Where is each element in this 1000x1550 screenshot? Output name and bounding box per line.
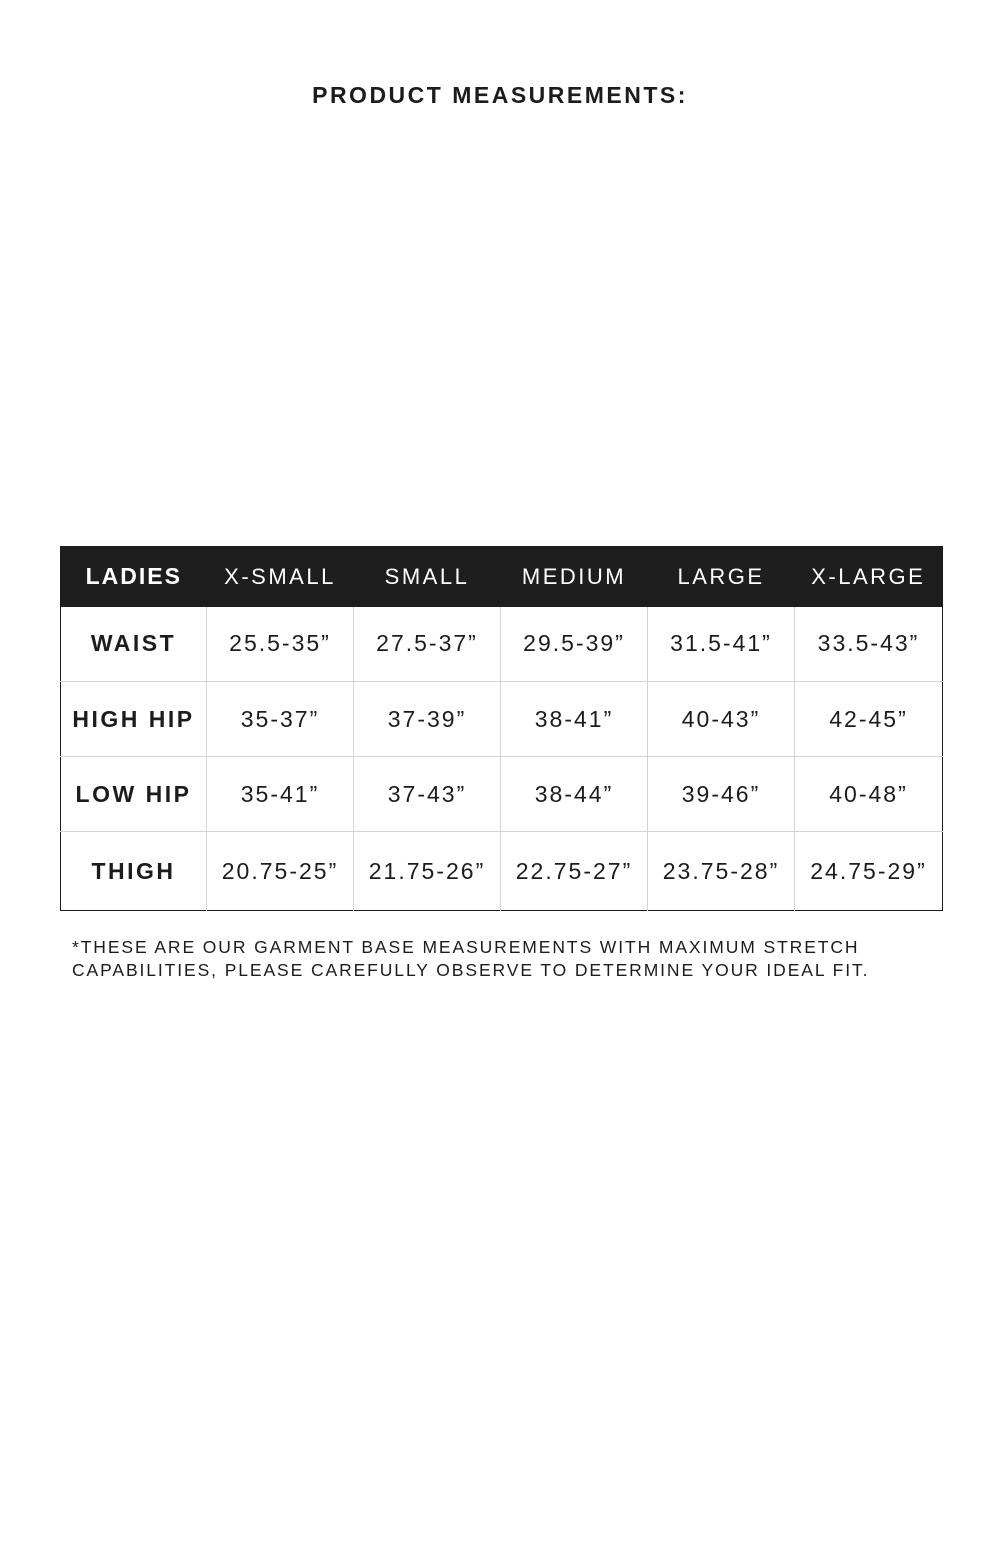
header-size-xsmall: X-SMALL <box>224 563 336 589</box>
footnote-line-2: CAPABILITIES, PLEASE CAREFULLY OBSERVE TO DETERMINE YOUR IDEAL FIT. <box>72 960 870 980</box>
table-cell: 20.75-25” <box>207 832 354 911</box>
header-size-small: SMALL <box>384 563 470 589</box>
page-title: PRODUCT MEASUREMENTS: <box>312 82 688 108</box>
table-cell: 31.5-41” <box>648 607 795 682</box>
table-cell: 35-37” <box>207 682 354 757</box>
footnote <box>72 936 952 982</box>
table-cell: 37-43” <box>354 757 501 832</box>
row-label-high-hip: HIGH HIP <box>61 682 207 757</box>
table-cell: 38-44” <box>501 757 648 832</box>
table-cell: 24.75-29” <box>795 832 943 911</box>
table-cell: 35-41” <box>207 757 354 832</box>
row-label-waist: WAIST <box>90 630 177 657</box>
row-label-low-hip: LOW HIP <box>61 757 207 832</box>
table-cell: 29.5-39” <box>501 607 648 682</box>
table-cell: 27.5-37” <box>354 607 501 682</box>
header-size-medium: MEDIUM <box>521 563 627 589</box>
header-row <box>61 547 943 607</box>
table-cell: 25.5-35” <box>207 607 354 682</box>
size-chart-body <box>61 607 943 911</box>
table-cell: 42-45” <box>795 682 943 757</box>
size-chart-header <box>61 547 943 607</box>
header-corner-label: LADIES <box>85 563 182 590</box>
table-cell: 22.75-27” <box>501 832 648 911</box>
table-cell: 37-39” <box>354 682 501 757</box>
table-cell: 40-48” <box>795 757 943 832</box>
table-cell: 21.75-26” <box>354 832 501 911</box>
table-cell: 40-43” <box>648 682 795 757</box>
table-cell: 23.75-28” <box>648 832 795 911</box>
table-cell: 33.5-43” <box>795 607 943 682</box>
size-chart-table <box>60 546 943 911</box>
header-size-xlarge: X-LARGE <box>811 563 926 589</box>
table-row-waist <box>61 607 943 682</box>
table-cell: 38-41” <box>501 682 648 757</box>
header-size-large: LARGE <box>677 563 765 589</box>
table-row-thigh <box>61 832 943 911</box>
table-cell: 39-46” <box>648 757 795 832</box>
footnote-line-1: *THESE ARE OUR GARMENT BASE MEASUREMENTS WITH MAXIMUM STRETCH <box>72 937 860 957</box>
table-row-low-hip <box>61 757 943 832</box>
table-row-high-hip <box>61 682 943 757</box>
row-label-thigh: THIGH <box>61 832 207 911</box>
